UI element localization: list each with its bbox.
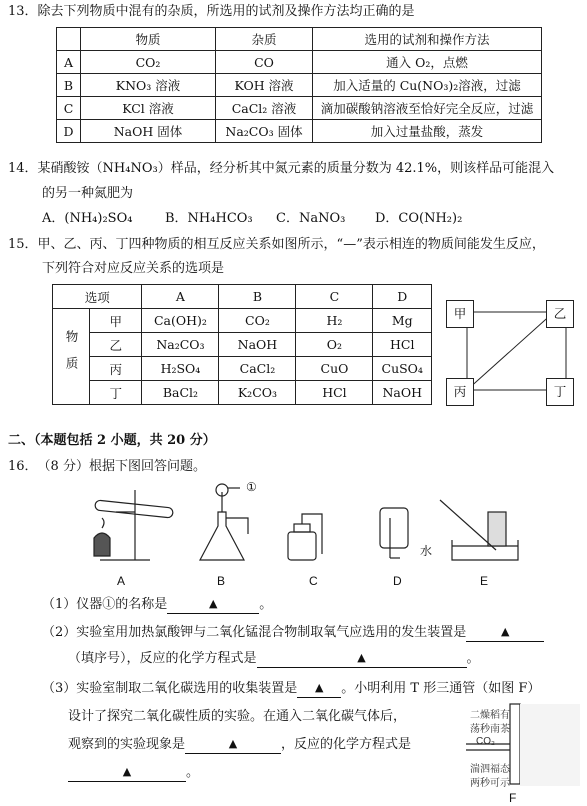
q15-line2: 下列符合对应反应关系的选项是 [42, 261, 225, 276]
q15-cell: Ca(OH)₂ [142, 309, 219, 333]
fig-f-text-4: 两秒可示 [470, 778, 510, 789]
q16-part3-line4 [68, 764, 199, 783]
q13-cell: C [57, 97, 81, 120]
q15-cell: H₂ [296, 309, 373, 333]
q16-part3-line2: 设计了探究二氧化碳性质的实验。在通入二氧化碳气体后， [68, 709, 407, 724]
apparatus-label-d: D [393, 574, 402, 588]
apparatus-e [440, 500, 518, 560]
q16-part2-line2 [68, 650, 480, 669]
answer-blank-1[interactable]: ▲ [167, 595, 259, 614]
q13-cell: 加入过量盐酸，蒸发 [313, 120, 542, 143]
apparatus-label-e: E [480, 574, 489, 588]
q13-cell: CO [216, 51, 313, 74]
q15-header-2: B [219, 285, 296, 309]
q13-header-0 [57, 28, 81, 51]
q13-cell: CaCl₂ 溶液 [216, 97, 313, 120]
apparatus-b [200, 484, 248, 560]
q13-cell: Na₂CO₃ 固体 [216, 120, 313, 143]
diagram-node-ding: 丁 [546, 378, 574, 406]
q13-cell: KOH 溶液 [216, 74, 313, 97]
fig-f-text-2: 荡秒南茶 [470, 724, 510, 735]
q13-stem: 13．除去下列物质中混有的杂质，所选用的试剂及操作方法均正确的是 [8, 4, 415, 19]
q15-cell: 丁 [90, 381, 142, 405]
q15-cell: K₂CO₃ [219, 381, 296, 405]
q15-cell: CuSO₄ [373, 357, 432, 381]
q13-header-3: 选用的试剂和操作方法 [313, 28, 542, 51]
q14-option-a: A．(NH₄)₂SO₄ [42, 211, 133, 226]
q13-cell: 通入 O₂，点燃 [313, 51, 542, 74]
q15-cell: O₂ [296, 333, 373, 357]
apparatus-label-a: A [117, 574, 126, 588]
answer-blank-3c[interactable]: ▲ [68, 763, 186, 782]
q13-cell: A [57, 51, 81, 74]
q14-line1: 14．某硝酸铵（NH₄NO₃）样品，经分析其中氮元素的质量分数为 42.1%，则该样品可能混入 [8, 161, 555, 176]
q15-cell: NaOH [373, 381, 432, 405]
q13-header-2: 杂质 [216, 28, 313, 51]
q16-part2-text2: （填序号），反应的化学方程式是 [68, 651, 257, 666]
q13-cell: KCl 溶液 [81, 97, 216, 120]
q16-part3-text-b: 。小明利用 T 形三通管（如图 F） [341, 681, 541, 696]
diagram-node-bing: 丙 [446, 378, 474, 406]
q15-cell: NaOH [219, 333, 296, 357]
q16-part3-line1 [42, 680, 540, 699]
apparatus-d [380, 508, 408, 558]
diagram-node-yi: 乙 [546, 300, 574, 328]
q14-option-d: D．CO(NH₂)₂ [375, 211, 463, 226]
q15-header-1: A [142, 285, 219, 309]
fig-f-text-co2: CO₂ [476, 736, 495, 747]
q14-option-c: C．NaNO₃ [276, 211, 346, 226]
apparatus-a [94, 490, 173, 560]
q14-option-b: B．NH₄HCO₃ [165, 211, 253, 226]
q16-part3-text: （3）实验室制取二氧化碳选用的收集装置是 [42, 681, 298, 696]
q16-part3-line3 [68, 736, 411, 755]
q15-cell: HCl [373, 333, 432, 357]
q16-part2-end: 。 [466, 651, 480, 666]
q13-cell: D [57, 120, 81, 143]
q16-part1-end: 。 [259, 597, 273, 612]
q13-cell: NaOH 固体 [81, 120, 216, 143]
q16-apparatus-illustration [80, 482, 520, 572]
diagram-node-jia: 甲 [446, 300, 474, 328]
q15-header-0: 选项 [53, 285, 142, 309]
section2-heading: 二、（本题包括 2 小题，共 20 分） [8, 433, 216, 448]
q15-cell: CaCl₂ [219, 357, 296, 381]
q15-cell: Mg [373, 309, 432, 333]
q13-cell: 加入适量的 Cu(NO₃)₂溶液，过滤 [313, 74, 542, 97]
q16-stem: 16． （8 分）根据下图回答问题。 [8, 459, 206, 474]
q16-part3-text-d: ，反应的化学方程式是 [281, 737, 412, 752]
q13-table [56, 27, 542, 143]
q15-cell: 甲 [90, 309, 142, 333]
q16-part2-line1 [42, 624, 544, 643]
answer-blank-3b[interactable]: ▲ [185, 735, 281, 754]
apparatus-label-c: C [309, 574, 318, 588]
q15-cell: 丙 [90, 357, 142, 381]
q16-part1-text: （1）仪器①的名称是 [42, 597, 168, 612]
q15-header-4: D [373, 285, 432, 309]
apparatus-label-b: B [217, 574, 226, 588]
q15-table [52, 284, 432, 405]
q16-part1 [42, 596, 272, 615]
q15-cell: 乙 [90, 333, 142, 357]
q16-part3-end: 。 [186, 765, 200, 780]
q16-part3-text-c: 观察到的实验现象是 [68, 737, 186, 752]
answer-blank-3a[interactable]: ▲ [297, 679, 341, 698]
q13-header-1: 物质 [81, 28, 216, 51]
q13-cell: 滴加碳酸钠溶液至恰好完全反应，过滤 [313, 97, 542, 120]
answer-blank-2a[interactable]: ▲ [466, 623, 544, 642]
q15-side-label: 物质 [53, 309, 90, 405]
q15-cell: Na₂CO₃ [142, 333, 219, 357]
q13-cell: CO₂ [81, 51, 216, 74]
q15-header-3: C [296, 285, 373, 309]
q15-cell: BaCl₂ [142, 381, 219, 405]
figure-f-label: F [509, 791, 517, 805]
q15-cell: H₂SO₄ [142, 357, 219, 381]
q13-cell: B [57, 74, 81, 97]
q15-cell: CO₂ [219, 309, 296, 333]
q15-line1: 15．甲、乙、丙、丁四种物质的相互反应关系如图所示，“—”表示相连的物质间能发生反应， [8, 237, 545, 252]
answer-blank-2b[interactable]: ▲ [257, 649, 467, 668]
q15-cell: HCl [296, 381, 373, 405]
q15-cell: CuO [296, 357, 373, 381]
label-circled-one: ① [246, 480, 257, 494]
apparatus-c [288, 514, 322, 560]
q13-cell: KNO₃ 溶液 [81, 74, 216, 97]
q16-part2-text: （2）实验室用加热氯酸钾与二氧化锰混合物制取氧气应选用的发生装置是 [42, 625, 467, 640]
q14-line2: 的另一种氮肥为 [42, 186, 134, 201]
water-label: 水 [420, 544, 433, 558]
fig-f-text-1: 二燥稻有 [470, 710, 510, 721]
fig-f-text-3: 湍泗福态 [470, 764, 510, 775]
